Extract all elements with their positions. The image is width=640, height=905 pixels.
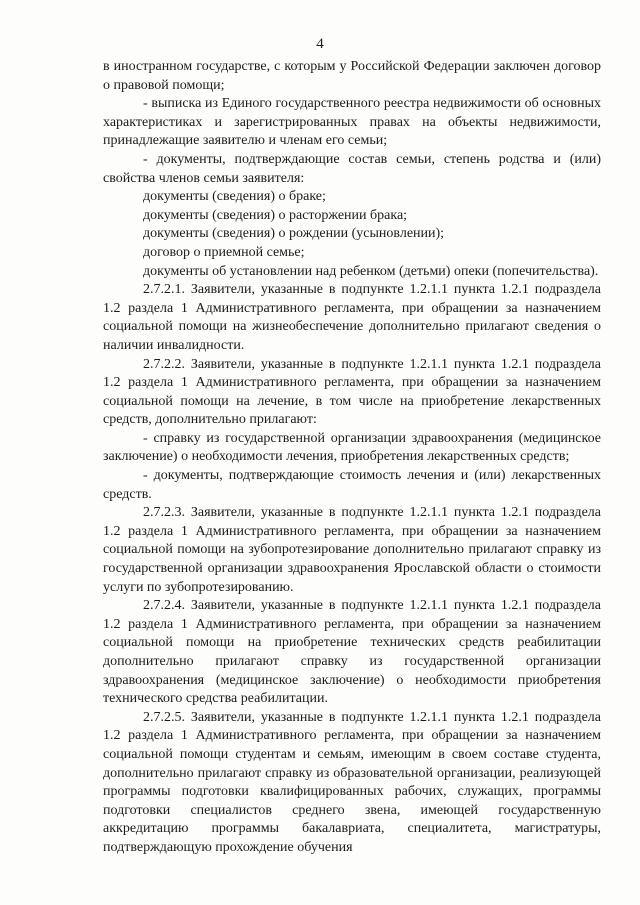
paragraph: - выписка из Единого государственного реестра недвижимости об основных характеристиках и зарегистрированных правах на объекты недвижимости, принадлежащие заявителю и членам его семьи; — [103, 96, 601, 149]
paragraph: 2.7.2.2. Заявители, указанные в подпункте 1.2.1.1 пункта 1.2.1 подраздела 1.2 раздела 1 Административного регламента, при обращении за назначением социальной помощи на лечение, в том числе на приобретение лекарственных средств, дополнительно прилагают: — [103, 356, 601, 428]
paragraph: - документы, подтверждающие стоимость лечения и (или) лекарственных средств. — [103, 468, 601, 502]
document-body — [103, 58, 601, 858]
paragraph: 2.7.2.3. Заявители, указанные в подпункте 1.2.1.1 пункта 1.2.1 подраздела 1.2 раздела 1 Административного регламента, при обращении за назначением социальной помощи на зубопротезирование дополнительно прилагают справку из государственной организации здравоохранения Ярославской области о стоимости услуги по зубопротезированию. — [103, 505, 601, 595]
paragraph: - справку из государственной организации здравоохранения (медицинское заключение) о необходимости лечения, приобретения лекарственных средств; — [103, 430, 601, 465]
page-number: 4 — [316, 36, 324, 52]
list-item: документы (сведения) о браке; — [143, 189, 326, 205]
paragraph: в иностранном государстве, с которым у Российской Федерации заключен договор о правовой помощи; — [103, 59, 601, 93]
list-item: документы (сведения) о рождении (усыновлении); — [143, 226, 445, 242]
paragraph: 2.7.2.5. Заявители, указанные в подпункте 1.2.1.1 пункта 1.2.1 подраздела 1.2 раздела 1 Административного регламента, при обращении за назначением социальной помощи студентам и семьям, имеющим в своем составе студента, дополнительно прилагают справку из образовательной организации, реализующей программы подготовки квалифицированных рабочих, служащих, программы подготовки специалистов среднего звена, имеющей государственную аккредитацию программы бакалавриата, специалитета, магистратуры, подтверждающую прохождение обучения — [103, 709, 601, 855]
list-item: договор о приемной семье; — [143, 244, 305, 260]
paragraph: - документы, подтверждающие состав семьи, степень родства и (или) свойства членов семьи заявителя: — [103, 151, 601, 186]
paragraph: документы об установлении над ребенком (детьми) опеки (попечительства). — [143, 263, 599, 279]
paragraph: 2.7.2.4. Заявители, указанные в подпункте 1.2.1.1 пункта 1.2.1 подраздела 1.2 раздела 1 Административного регламента, при обращении за назначением социальной помощи на приобретение технических средств реабилитации дополнительно прилагают справку из государственной организации здравоохранения (медицинское заключение) о необходимости приобретения технического средства реабилитации. — [103, 598, 601, 707]
list-item: документы (сведения) о расторжении брака; — [143, 207, 408, 223]
paragraph: 2.7.2.1. Заявители, указанные в подпункте 1.2.1.1 пункта 1.2.1 подраздела 1.2 раздела 1 Административного регламента, при обращении за назначением социальной помощи на жизнеобеспечение дополнительно прилагают сведения о наличии инвалидности. — [103, 282, 601, 353]
